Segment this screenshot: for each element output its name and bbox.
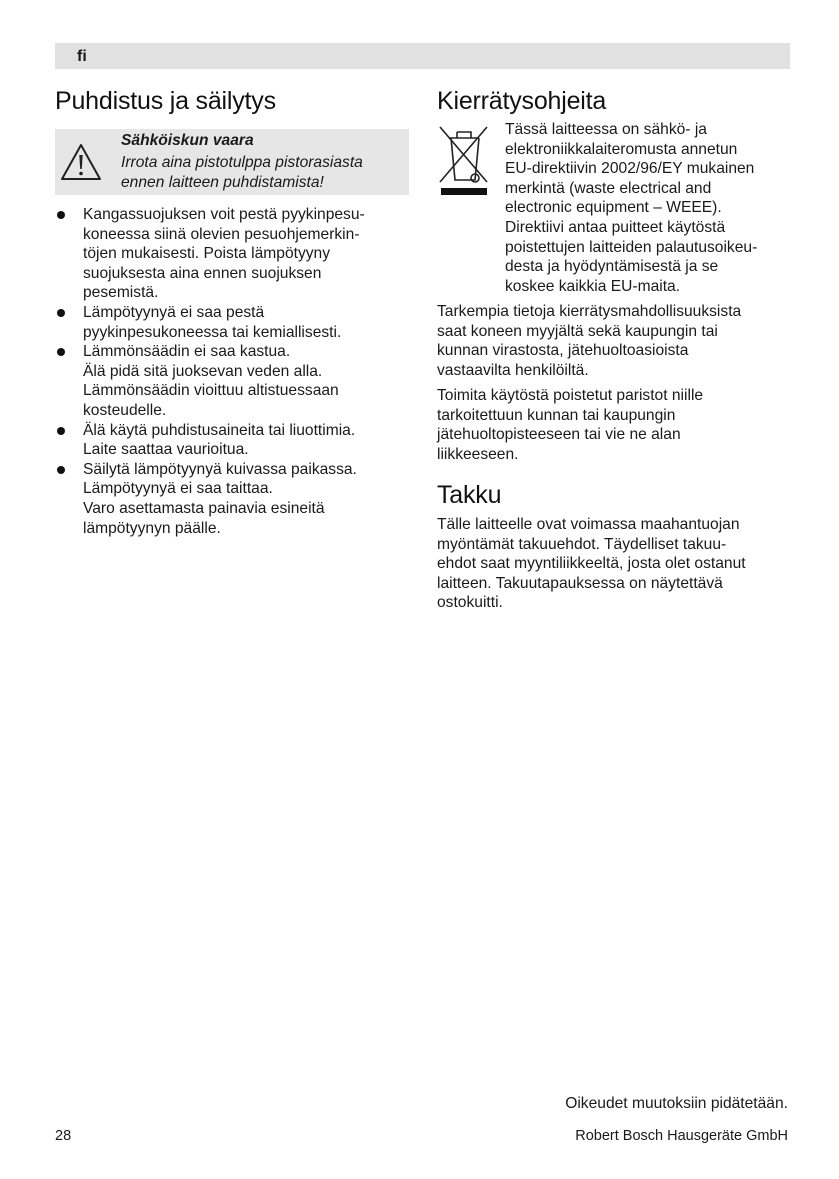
warning-title: Sähköiskun vaara (121, 132, 254, 149)
text-line: saat koneen myyjältä sekä kaupungin tai (437, 322, 718, 340)
cleaning-bullets (55, 205, 365, 538)
text-line: jätehuoltopisteeseen tai vie ne alan (437, 426, 681, 444)
crossed-out-wheelie-bin-icon (437, 122, 491, 198)
text-line: töjen mukaisesti. Poista lämpötyyny (83, 245, 331, 263)
cleaning-title: Puhdistus ja säilytys (55, 87, 276, 115)
warning-triangle-icon (59, 142, 103, 182)
recycling-paragraph (437, 386, 703, 464)
warranty-text (437, 515, 746, 613)
text-line: Direktiivi antaa puitteet käytöstä (505, 218, 726, 236)
warning-text (121, 153, 363, 192)
text-line: lämpötyynyn päälle. (83, 519, 221, 537)
text-line: kunnan virastosta, jätehuoltoasioista (437, 342, 689, 360)
bullet-item (55, 460, 365, 538)
text-line: ostokuitti. (437, 594, 503, 612)
text-line: Lämmönsäädin vioittuu altistuessaan (83, 382, 339, 400)
text-line: desta ja hyödyntämisestä ja se (505, 258, 719, 276)
language-code: fi (77, 48, 87, 65)
page-number: 28 (55, 1128, 72, 1144)
text-line: Varo asettamasta painavia esineitä (83, 499, 325, 517)
rights-notice: Oikeudet muutoksiin pidätetään. (565, 1095, 788, 1112)
bullet-item (55, 205, 365, 303)
text-line: Tälle laitteelle ovat voimassa maahantuojan (437, 516, 740, 533)
text-line: Älä käytä puhdistusaineita tai liuottimia. (83, 421, 356, 439)
text-line: liikkeeseen. (437, 445, 519, 463)
text-line: EU-direktiivin 2002/96/EY mukainen (505, 160, 755, 178)
text-line: suojuksesta aina ennen suojuksen (83, 264, 322, 282)
text-line: poistettujen laitteiden palautusoikeu- (505, 238, 758, 256)
recycling-title: Kierrätysohjeita (437, 87, 607, 115)
text-line: tarkoitettuun kunnan tai kaupungin (437, 406, 676, 424)
bullet-item (55, 342, 365, 420)
recycling-intro (505, 120, 757, 296)
warning-box (55, 129, 409, 195)
text-line: kosteudelle. (83, 401, 167, 419)
company-name: Robert Bosch Hausgeräte GmbH (575, 1128, 788, 1144)
text-line: Lämpötyynyä ei saa pestä (83, 303, 265, 321)
text-line: koskee kaikkia EU-maita. (505, 277, 681, 295)
text-line: elektroniikkalaiteromusta annetun (505, 140, 738, 158)
text-line: Säilytä lämpötyynyä kuivassa paikassa. (83, 460, 357, 478)
text-line: ehdot saat myyntiliikkeeltä, josta olet ostanut (437, 555, 746, 573)
text-line: koneessa siinä olevien pesuohjemerkin- (83, 225, 360, 243)
warranty-title: Takku (437, 481, 502, 509)
text-line: myöntämät takuuehdot. Täydelliset takuu- (437, 535, 727, 553)
text-line: Kangassuojuksen voit pestä pyykinpesu- (83, 206, 365, 223)
text-line: merkintä (waste electrical and (505, 179, 712, 197)
text-line: Tarkempia tietoja kierrätysmahdollisuuksista (437, 303, 742, 320)
text-line: pyykinpesukoneessa tai kemiallisesti. (83, 323, 342, 341)
text-line: Lämpötyynyä ei saa taittaa. (83, 480, 273, 498)
text-line: ennen laitteen puhdistamista! (121, 173, 324, 191)
bullet-item (55, 303, 365, 342)
text-line: Lämmönsäädin ei saa kastua. (83, 343, 291, 361)
text-line: pesemistä. (83, 284, 159, 302)
bullet-item (55, 421, 365, 460)
language-bar (55, 43, 790, 69)
recycling-paragraph (437, 302, 741, 380)
text-line: Älä pidä sitä juoksevan veden alla. (83, 362, 323, 380)
text-line: electronic equipment – WEEE). (505, 199, 722, 217)
text-line: Toimita käytöstä poistetut paristot niille (437, 387, 704, 404)
text-line: laitteen. Takuutapauksessa on näytettävä (437, 574, 723, 592)
text-line: vastaavilta henkilöiltä. (437, 361, 589, 379)
text-line: Laite saattaa vaurioitua. (83, 441, 249, 459)
text-line: Irrota aina pistotulppa pistorasiasta (121, 154, 363, 171)
text-line: Tässä laitteessa on sähkö- ja (505, 121, 707, 138)
